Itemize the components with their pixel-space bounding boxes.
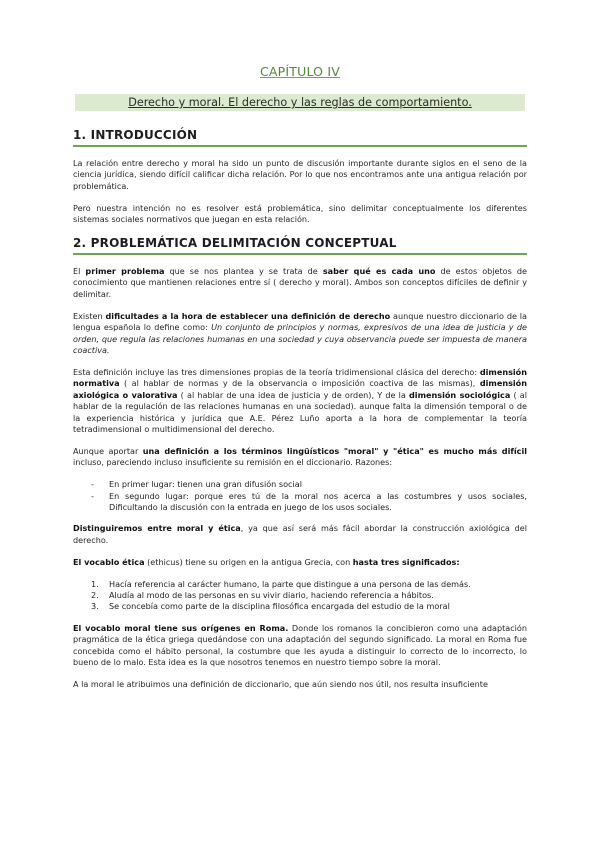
text-run: Aunque aportar (73, 445, 143, 456)
bold-text: dificultades a la hora de establecer una definición de derecho (105, 310, 391, 321)
list-item (73, 601, 527, 612)
text-run: incluso, pareciendo incluso insuficiente su remisión en el diccionario. Razones: (73, 457, 393, 468)
text-run: Esta definición incluye las tres dimensiones propias de la teoría tridimensional clásica del derecho: (73, 366, 480, 377)
bold-text: dimensión axiológica o valorativa (73, 378, 527, 400)
list-item (73, 579, 527, 590)
paragraph: Pero nuestra intención no es resolver está problemática, sino delimitar conceptualmente los diferentes sistemas sociales normativos que juegan en esta relación. (73, 202, 527, 225)
list-item-text: En segundo lugar: porque eres tú de la moral nos acerca a las costumbres y usos sociales, Dificultando la discusión con la entrada en juego de los usos sociales. (109, 490, 527, 512)
paragraph (73, 446, 527, 469)
italic-definition: Un conjunto de principios y normas, expresivos de una idea de justicia y de orden, que regula las relaciones humanas en una sociedad y cuya observancia puede ser impuesta de manera coactiva. (73, 322, 527, 355)
list-item (73, 491, 527, 514)
text-run: Donde los romanos la concibieron como una adaptación pragmática de la ética griega quedándose con una adaptación del segundo significado. La moral en Roma fue concebida como el hábito personal, la costumbre que les ayuda a distinguir lo correcto de lo incorrecto, lo bueno de lo malo. Esta idea es la que nosotros tenemos en nuestro tiempo sobre la moral. (73, 622, 527, 667)
bold-text: saber qué es cada uno (322, 266, 436, 277)
paragraph (73, 523, 527, 546)
bullet-mark: - (91, 479, 94, 490)
bold-text: una definición a los términos lingüísticos "moral" y "ética" es mucho más difícil (142, 445, 528, 456)
text-run: ( al hablar de la regulación de las relaciones humanas en una sociedad). aunque falta la dimensión temporal o de la experiencia histórica y jurídica que A.E. Pérez Luño aporta a la hora de complementar la teoría tetradimensional o multidimensional del derecho. (73, 389, 527, 434)
list-item-text: En primer lugar: tienen una gran difusión social (109, 479, 302, 490)
bold-text: El vocablo ética (73, 556, 145, 567)
list-number: 3. (91, 601, 99, 612)
paragraph (73, 623, 527, 669)
chapter-subtitle: Derecho y moral. El derecho y las reglas de comportamiento. (75, 94, 525, 111)
document-body (73, 64, 527, 701)
list-item-text: Aludía al modo de las personas en su vivir diario, haciendo referencia a hábitos. (109, 589, 434, 600)
numbered-list (73, 579, 527, 613)
bold-text: dimensión sociológica (409, 389, 511, 400)
section-heading-problematica: 2. PROBLEMÁTICA DELIMITACIÓN CONCEPTUAL (73, 236, 527, 255)
bold-text: primer problema (85, 266, 165, 277)
text-run: Existen (73, 310, 106, 321)
text-run: que se nos plantea y se trata de (164, 266, 323, 277)
list-item-text: Hacía referencia al carácter humano, la parte que distingue a una persona de las demás. (109, 578, 471, 589)
paragraph (73, 367, 527, 435)
bold-text: El vocablo moral tiene sus orígenes en Roma. (73, 622, 289, 633)
paragraph (73, 266, 527, 300)
list-item (73, 479, 527, 490)
dash-list (73, 479, 527, 513)
text-run: aunque nuestro diccionario de la lengua española lo define como: (73, 310, 527, 333)
list-item (73, 590, 527, 601)
paragraph (73, 311, 527, 357)
paragraph: La relación entre derecho y moral ha sido un punto de discusión importante durante siglos en el seno de la ciencia jurídica, siendo difícil calificar dicha relación. Por lo que nos encontramos ante una antigua relación por problemática. (73, 158, 527, 191)
text-run: de estos objetos de conocimiento que mantienen relaciones entre sí ( derecho y moral). Ambos son conceptos difíciles de definir y delimitar. (73, 266, 528, 299)
list-number: 2. (91, 589, 99, 600)
bold-text: Distinguiremos entre moral y ética (73, 523, 241, 534)
paragraph (73, 557, 527, 568)
list-item-text: Se concebía como parte de la disciplina filosófica encargada del estudio de la moral (109, 601, 450, 612)
bullet-mark: - (91, 490, 94, 501)
bold-text: hasta tres significados: (352, 556, 460, 567)
text-run: ( al hablar de normas y de la observancia o imposición coactiva de las mismas), (119, 378, 480, 389)
paragraph: A la moral le atribuimos una definición de diccionario, que aún siendo nos útil, nos resulta insuficiente (73, 678, 488, 689)
text-run: (ethicus) tiene su origen en la antigua Grecia, con (144, 556, 353, 567)
list-number: 1. (91, 578, 99, 589)
section-heading-introduccion: 1. INTRODUCCIÓN (73, 128, 527, 147)
chapter-title: CAPÍTULO IV (259, 64, 341, 79)
bold-text: dimensión normativa (73, 366, 527, 389)
text-run: ( al hablar de una idea de justicia y de orden), Y de la (177, 389, 410, 400)
text-run: El (73, 266, 86, 277)
text-run: , ya que así será más fácil abordar la construcción axiológica del derecho. (73, 523, 528, 545)
